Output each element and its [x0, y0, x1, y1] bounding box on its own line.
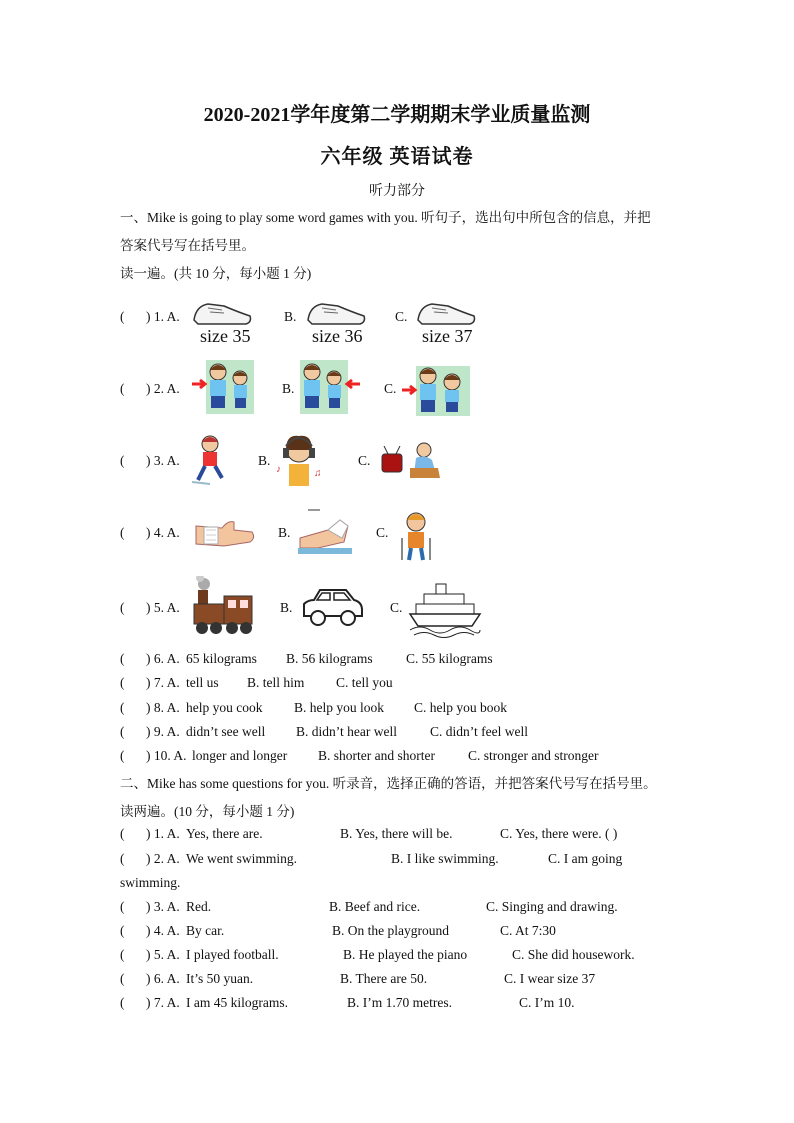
train-icon — [190, 576, 256, 638]
answer-paren[interactable]: ( — [120, 947, 125, 962]
car-icon — [300, 584, 366, 630]
running-boy-icon — [190, 434, 230, 486]
part1-heading-cont: 答案代号写在括号里。 — [120, 238, 255, 253]
option-b: B. shorter and shorter — [318, 748, 435, 763]
option-c: C. Singing and drawing. — [486, 899, 618, 914]
answer-paren[interactable]: ( — [120, 724, 125, 739]
option-b: B. There are 50. — [340, 971, 428, 986]
option-a: help you cook — [186, 700, 263, 715]
answer-paren[interactable]: ( — [120, 675, 125, 690]
part2-heading: 二、Mike has some questions for you. 听录音，选择正确的答语，并把答案代号写在括号里。 — [120, 776, 657, 791]
option-c: C. She did housework. — [512, 947, 635, 962]
question-number: ) 7. A. — [146, 995, 180, 1010]
two-boys-icon — [402, 362, 470, 416]
question-number: ) 7. A. — [146, 675, 180, 690]
bandaged-foot-icon — [298, 508, 352, 556]
option-a: tell us — [186, 675, 219, 690]
option-c: C. I wear size 37 — [504, 971, 596, 986]
svg-text:♫: ♫ — [314, 468, 322, 479]
answer-paren[interactable]: ( — [120, 826, 125, 841]
two-boys-icon — [192, 360, 254, 414]
option-b-label: B. — [282, 381, 295, 396]
option-a: We went swimming. — [186, 851, 298, 866]
option-c: C. stronger and stronger — [468, 748, 599, 763]
answer-paren[interactable]: ( — [120, 600, 125, 615]
option-b: B. I’m 1.70 metres. — [347, 995, 452, 1010]
option-c-continuation: swimming. — [120, 875, 181, 890]
option-c: C. help you book — [414, 700, 507, 715]
option-b: B. Beef and rice. — [329, 899, 421, 914]
watching-tv-icon — [380, 438, 442, 482]
answer-paren[interactable]: ( — [120, 851, 125, 866]
option-b-label: B. — [284, 309, 297, 324]
option-b: B. tell him — [247, 675, 305, 690]
answer-paren[interactable]: ( — [120, 971, 125, 986]
question-number: ) 2. A. — [146, 381, 180, 396]
answer-paren[interactable]: ( — [120, 899, 125, 914]
part1-heading: 一、Mike is going to play some word games with you. 听句子，选出句中所包含的信息，并把 — [120, 210, 651, 225]
headphones-girl-icon — [276, 432, 322, 488]
option-b: B. Yes, there will be. — [340, 826, 453, 841]
question-number: ) 3. A. — [146, 899, 180, 914]
option-c-label: C. — [390, 600, 403, 615]
answer-paren[interactable]: ( — [120, 995, 125, 1010]
option-b-label: B. — [280, 600, 293, 615]
option-b: B. I like swimming. — [391, 851, 499, 866]
question-number: ) 8. A. — [146, 700, 180, 715]
option-b: B. help you look — [294, 700, 384, 715]
part2-instructions: 读两遍。(10 分，每小题 1 分) — [120, 804, 295, 819]
question-number: ) 9. A. — [146, 724, 180, 739]
option-c-label: C. — [358, 453, 371, 468]
option-b: B. He played the piano — [343, 947, 468, 962]
question-number: ) 10. A. — [146, 748, 187, 763]
question-number: ) 1. A. — [146, 309, 180, 324]
option-c: C. didn’t feel well — [430, 724, 528, 739]
option-c: C. tell you — [336, 675, 393, 690]
question-number: ) 6. A. — [146, 971, 180, 986]
option-c: C. I’m 10. — [519, 995, 575, 1010]
question-number: ) 1. A. — [146, 826, 180, 841]
two-boys-icon — [300, 360, 362, 414]
question-number: ) 3. A. — [146, 453, 180, 468]
option-a: Yes, there are. — [186, 826, 263, 841]
option-b-label: B. — [278, 525, 291, 540]
option-a: longer and longer — [192, 748, 288, 763]
ship-icon — [408, 580, 482, 638]
option-c: C. Yes, there were. ( ) — [500, 826, 618, 841]
answer-paren[interactable]: ( — [120, 381, 125, 396]
option-a: Red. — [186, 899, 212, 914]
shoe-size-caption: size 37 — [422, 326, 473, 346]
exam-title: 2020-2021学年度第二学期期末学业质量监测 — [203, 104, 591, 126]
shoe-size-caption: size 36 — [312, 326, 363, 346]
option-c: C. At 7:30 — [500, 923, 556, 938]
option-c: C. 55 kilograms — [406, 651, 493, 666]
question-number: ) 5. A. — [146, 600, 180, 615]
option-a: I am 45 kilograms. — [186, 995, 288, 1010]
option-a: didn’t see well — [186, 724, 266, 739]
svg-text:♪: ♪ — [276, 464, 281, 475]
option-a: I played football. — [186, 947, 279, 962]
option-a: 65 kilograms — [186, 651, 257, 666]
answer-paren[interactable]: ( — [120, 309, 125, 324]
question-number: ) 4. A. — [146, 923, 180, 938]
question-number: ) 4. A. — [146, 525, 180, 540]
question-number: ) 6. A. — [146, 651, 180, 666]
question-number: ) 2. A. — [146, 851, 180, 866]
question-number: ) 5. A. — [146, 947, 180, 962]
option-b-label: B. — [258, 453, 271, 468]
answer-paren[interactable]: ( — [120, 748, 125, 763]
answer-paren[interactable]: ( — [120, 651, 125, 666]
shoe-size-caption: size 35 — [200, 326, 251, 346]
section-label: 听力部分 — [369, 184, 425, 199]
option-c: C. I am going — [548, 851, 623, 866]
option-b: B. didn’t hear well — [296, 724, 397, 739]
option-c-label: C. — [395, 309, 408, 324]
option-b: B. 56 kilograms — [286, 651, 373, 666]
answer-paren[interactable]: ( — [120, 525, 125, 540]
option-b: B. On the playground — [332, 923, 449, 938]
option-a: By car. — [186, 923, 225, 938]
option-c-label: C. — [384, 381, 397, 396]
answer-paren[interactable]: ( — [120, 923, 125, 938]
crying-boy-icon — [398, 510, 434, 562]
bandaged-hand-icon — [194, 516, 258, 552]
option-a: It’s 50 yuan. — [186, 971, 254, 986]
part1-instructions: 读一遍。(共 10 分，每小题 1 分) — [120, 266, 312, 281]
exam-subtitle: 六年级 英语试卷 — [320, 146, 474, 168]
answer-paren[interactable]: ( — [120, 700, 125, 715]
option-c-label: C. — [376, 525, 389, 540]
answer-paren[interactable]: ( — [120, 453, 125, 468]
